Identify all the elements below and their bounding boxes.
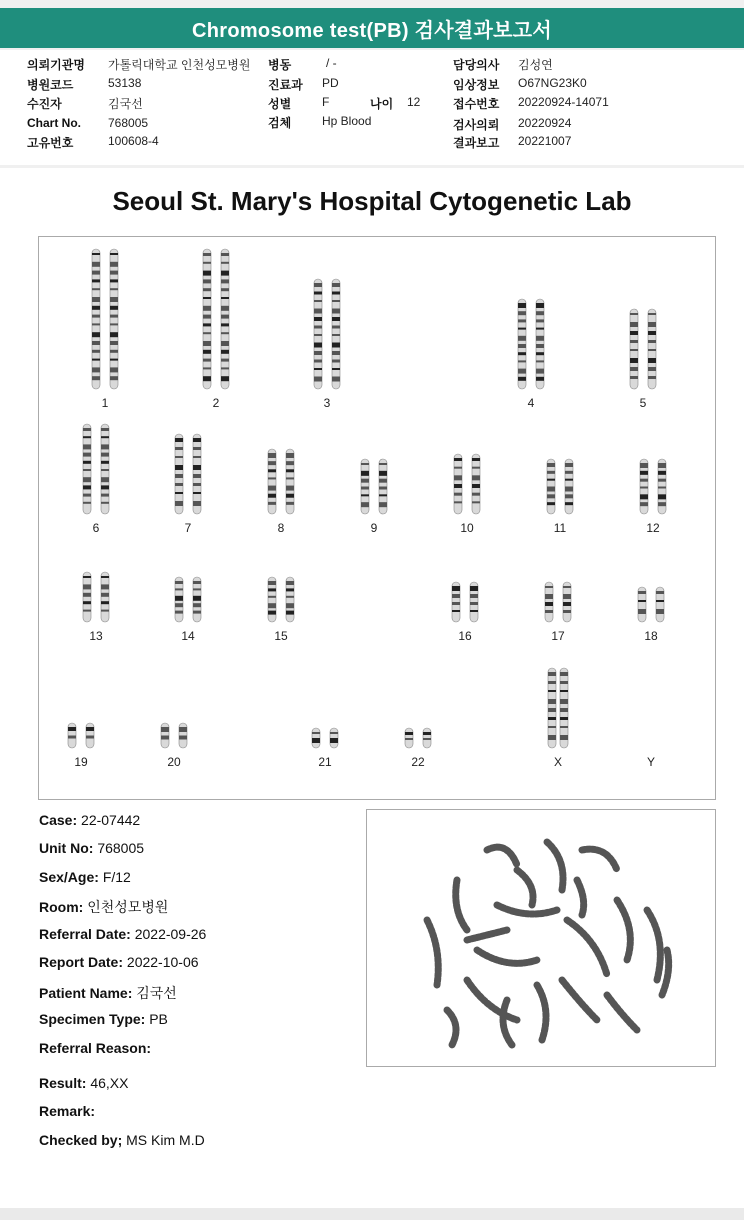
info-value: 김국선 bbox=[108, 97, 143, 111]
chromosome-21-a bbox=[312, 728, 320, 748]
detail-row bbox=[39, 954, 199, 970]
detail-value: 2022-10-06 bbox=[126, 954, 199, 970]
detail-value: 2022-09-26 bbox=[134, 926, 207, 942]
karyogram-panel bbox=[38, 236, 716, 800]
chromosome-7-a bbox=[175, 434, 183, 514]
metaphase-spread-image bbox=[367, 810, 715, 1066]
chromosome-17-b bbox=[563, 582, 571, 622]
bottom-strip bbox=[0, 1208, 744, 1220]
chromosome-label-3: 3 bbox=[323, 396, 331, 410]
detail-row bbox=[39, 1132, 205, 1148]
chromosome-22-a bbox=[405, 728, 413, 748]
info-label: 검사의뢰 bbox=[453, 118, 500, 132]
chromosome-4-b bbox=[536, 299, 544, 389]
report-title-bar bbox=[0, 8, 744, 48]
chromosome-15-b bbox=[286, 577, 294, 622]
karyotype-report bbox=[0, 168, 744, 1208]
detail-row bbox=[39, 1103, 95, 1119]
info-label: 결과보고 bbox=[453, 136, 500, 150]
detail-row bbox=[39, 926, 206, 942]
detail-label: Referral Reason: bbox=[39, 1040, 152, 1056]
chromosome-10-a bbox=[454, 454, 462, 514]
chromosome-1-b bbox=[110, 249, 118, 389]
chromosome-16-a bbox=[452, 582, 460, 622]
chromosome-2-b bbox=[221, 249, 229, 389]
patient-info-panel bbox=[0, 50, 744, 165]
chromosome-label-9: 9 bbox=[370, 521, 378, 535]
detail-row bbox=[39, 840, 144, 856]
lab-title: Seoul St. Mary's Hospital Cytogenetic Lab bbox=[112, 186, 632, 216]
info-value: 100608-4 bbox=[108, 134, 159, 148]
info-value: 20220924 bbox=[518, 116, 572, 130]
chromosome-X-a bbox=[548, 668, 556, 748]
info-value: / - bbox=[326, 56, 337, 70]
chromosome-18-a bbox=[638, 587, 646, 622]
detail-label: Unit No: bbox=[39, 840, 94, 856]
chromosome-label-11: 11 bbox=[553, 521, 567, 535]
info-value: Hp Blood bbox=[322, 114, 372, 128]
info-value: O67NG23K0 bbox=[518, 76, 587, 90]
chromosome-15-a bbox=[268, 577, 276, 622]
detail-value: MS Kim M.D bbox=[126, 1132, 205, 1148]
detail-label: Report Date: bbox=[39, 954, 124, 970]
chromosome-3-b bbox=[332, 279, 340, 389]
info-label: Chart No. bbox=[27, 116, 81, 130]
chromosome-label-10: 10 bbox=[460, 521, 474, 535]
info-label: 접수번호 bbox=[453, 97, 500, 111]
detail-row bbox=[39, 1011, 168, 1027]
chromosome-label-13: 13 bbox=[89, 629, 103, 643]
detail-row-result bbox=[39, 1075, 128, 1091]
chromosome-label-20: 20 bbox=[167, 755, 181, 769]
chromosome-label-5: 5 bbox=[639, 396, 647, 410]
chromosome-2-a bbox=[203, 249, 211, 389]
info-label-age: 나이 bbox=[370, 97, 394, 111]
detail-value: PB bbox=[149, 1011, 168, 1027]
info-value: 20221007 bbox=[518, 134, 572, 148]
chromosome-13-a bbox=[83, 572, 91, 622]
info-label: 성별 bbox=[268, 97, 292, 111]
detail-value: 768005 bbox=[97, 840, 145, 856]
detail-label: Result: bbox=[39, 1075, 87, 1091]
chromosome-19-b bbox=[86, 723, 94, 748]
detail-value: 인천성모병원 bbox=[87, 899, 169, 915]
info-value: 768005 bbox=[108, 116, 149, 130]
chromosome-label-19: 19 bbox=[74, 755, 88, 769]
detail-row bbox=[39, 983, 177, 1003]
chromosome-label-12: 12 bbox=[646, 521, 660, 535]
detail-label: Sex/Age: bbox=[39, 869, 99, 885]
info-value: PD bbox=[322, 76, 339, 90]
chromosome-label-21: 21 bbox=[318, 755, 332, 769]
info-value: 김성연 bbox=[518, 58, 553, 72]
chromosome-11-b bbox=[565, 459, 573, 514]
chromosome-label-15: 15 bbox=[274, 629, 288, 643]
info-label: 담당의사 bbox=[453, 58, 500, 72]
chromosome-label-14: 14 bbox=[181, 629, 195, 643]
chromosome-5-a bbox=[630, 309, 638, 389]
chromosome-18-b bbox=[656, 587, 664, 622]
chromosome-14-b bbox=[193, 577, 201, 622]
info-label: 병동 bbox=[268, 58, 292, 72]
karyogram-image bbox=[39, 237, 715, 799]
chromosome-label-17: 17 bbox=[551, 629, 565, 643]
chromosome-label-4: 4 bbox=[527, 396, 535, 410]
chromosome-17-a bbox=[545, 582, 553, 622]
detail-value: F/12 bbox=[102, 869, 131, 885]
detail-label: Checked by; bbox=[39, 1132, 123, 1148]
chromosome-13-b bbox=[101, 572, 109, 622]
chromosome-12-a bbox=[640, 459, 648, 514]
chromosome-10-b bbox=[472, 454, 480, 514]
report-title: Chromosome test(PB) 검사결과보고서 bbox=[191, 19, 553, 42]
chromosome-label-16: 16 bbox=[458, 629, 472, 643]
chromosome-label-18: 18 bbox=[644, 629, 658, 643]
info-label: 수진자 bbox=[27, 97, 62, 111]
chromosome-label-8: 8 bbox=[277, 521, 285, 535]
detail-row bbox=[39, 1040, 151, 1056]
chromosome-9-a bbox=[361, 459, 369, 514]
chromosome-1-a bbox=[92, 249, 100, 389]
detail-label: Remark: bbox=[39, 1103, 96, 1119]
chromosome-7-b bbox=[193, 434, 201, 514]
chromosome-11-a bbox=[547, 459, 555, 514]
chromosome-6-b bbox=[101, 424, 109, 514]
chromosome-label-X: X bbox=[553, 755, 563, 769]
info-label: 임상정보 bbox=[453, 78, 500, 92]
info-label: 의뢰기관명 bbox=[27, 58, 85, 72]
chromosome-label-2: 2 bbox=[212, 396, 220, 410]
detail-label: Referral Date: bbox=[39, 926, 131, 942]
chromosome-16-b bbox=[470, 582, 478, 622]
chromosome-19-a bbox=[68, 723, 76, 748]
chromosome-label-Y: Y bbox=[646, 755, 656, 769]
chromosome-14-a bbox=[175, 577, 183, 622]
info-value: 53138 bbox=[108, 76, 142, 90]
chromosome-label-22: 22 bbox=[411, 755, 425, 769]
chromosome-5-b bbox=[648, 309, 656, 389]
chromosome-3-a bbox=[314, 279, 322, 389]
info-label: 진료과 bbox=[268, 78, 303, 92]
chromosome-8-b bbox=[286, 449, 294, 514]
result-value: 46,XX bbox=[90, 1075, 129, 1091]
chromosome-21-b bbox=[330, 728, 338, 748]
chromosome-label-6: 6 bbox=[92, 521, 100, 535]
detail-label: Case: bbox=[39, 812, 78, 828]
detail-label: Room: bbox=[39, 899, 84, 915]
chromosome-12-b bbox=[658, 459, 666, 514]
detail-row bbox=[39, 869, 131, 885]
detail-label: Specimen Type: bbox=[39, 1011, 146, 1027]
detail-value: 22-07442 bbox=[81, 812, 141, 828]
detail-value: 김국선 bbox=[136, 985, 177, 1001]
info-value: F bbox=[322, 95, 330, 109]
info-value: 가톨릭대학교 인천성모병원 bbox=[108, 58, 251, 72]
chromosome-22-b bbox=[423, 728, 431, 748]
detail-label: Patient Name: bbox=[39, 985, 133, 1001]
info-value: 20220924-14071 bbox=[518, 95, 609, 109]
chromosome-6-a bbox=[83, 424, 91, 514]
chromosome-8-a bbox=[268, 449, 276, 514]
info-label: 고유번호 bbox=[27, 136, 74, 150]
chromosome-20-a bbox=[161, 723, 169, 748]
chromosome-X-b bbox=[560, 668, 568, 748]
metaphase-image-panel bbox=[366, 809, 716, 1067]
chromosome-label-7: 7 bbox=[184, 521, 192, 535]
info-label: 검체 bbox=[268, 116, 292, 130]
chromosome-9-b bbox=[379, 459, 387, 514]
chromosome-label-1: 1 bbox=[101, 396, 109, 410]
info-value-age: 12 bbox=[407, 95, 421, 109]
info-label: 병원코드 bbox=[27, 78, 74, 92]
chromosome-20-b bbox=[179, 723, 187, 748]
detail-row bbox=[39, 812, 140, 828]
chromosome-4-a bbox=[518, 299, 526, 389]
detail-row bbox=[39, 897, 168, 917]
